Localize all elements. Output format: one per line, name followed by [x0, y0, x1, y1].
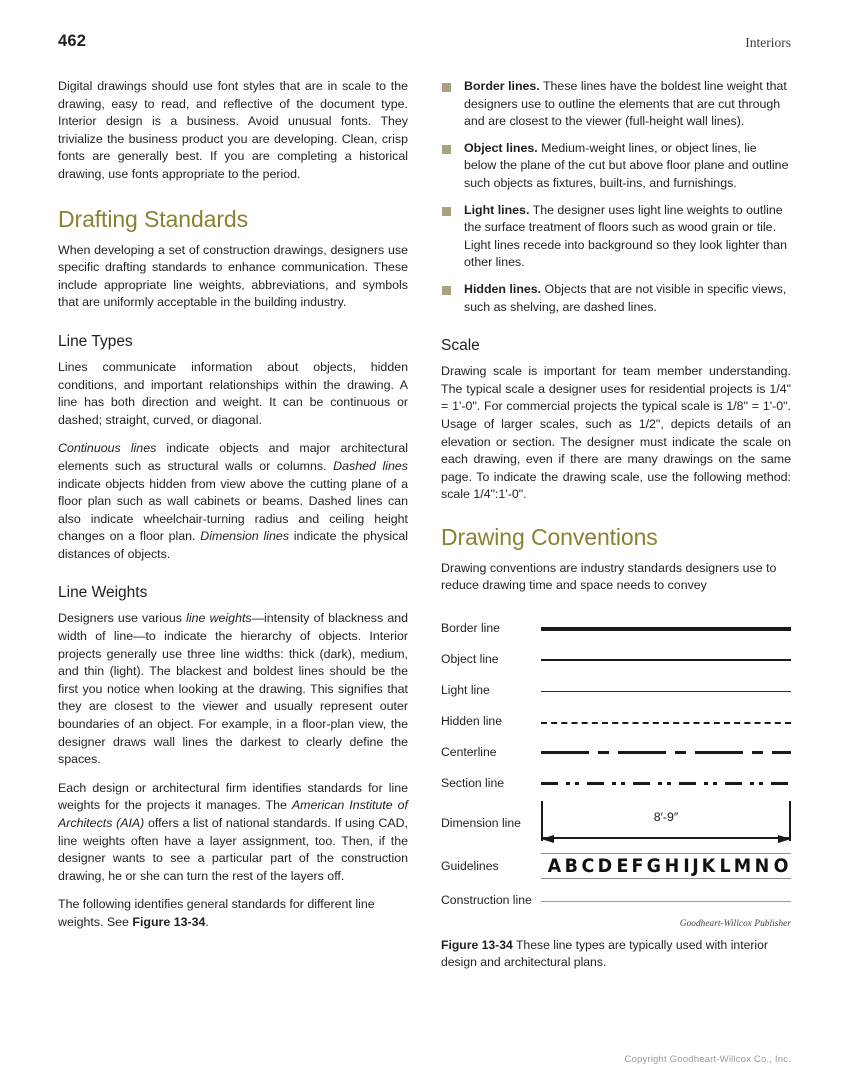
- letter: E: [616, 855, 628, 878]
- figure-row-label: Centerline: [441, 745, 497, 760]
- intro-paragraph: Digital drawings should use font styles that are in scale to the drawing, easy to read, and reflective of the document type. Interior design is a business. Avoid unusual fonts. They trivialize the business product you are developing. Clean, crisp fonts are generally best. If you are completing a historical drawing, use fonts appropriate to the period.: [58, 79, 408, 181]
- term-aia: American Institute of Architects (AIA): [58, 798, 408, 830]
- bullet-text: The designer uses light line weights to outline the surface treatment of floors such as wood grain or tile. Light lines recede into background so they look lighter than other lines.: [464, 202, 788, 270]
- figure-row-label: Object line: [441, 652, 499, 667]
- heading-drawing-conventions: Drawing Conventions: [441, 523, 658, 550]
- copyright-footer: Copyright Goodheart-Willcox Co., Inc.: [624, 1054, 791, 1065]
- letter: K: [702, 855, 716, 878]
- arrowhead-right-icon: [778, 835, 791, 843]
- square-bullet-icon: [442, 207, 451, 216]
- figure-caption-text: These line types are typically used with interior design and architectural plans.: [441, 938, 768, 969]
- figure-row-dimension-line: [441, 799, 791, 847]
- heading-scale: Scale: [441, 337, 480, 355]
- letter: A: [547, 855, 562, 878]
- running-head-title: Interiors: [745, 35, 791, 50]
- drawing-conventions-paragraph: Drawing conventions are industry standards designers use to reduce drawing time and space needs to convey: [441, 560, 777, 593]
- figure-row-section-line: [441, 768, 791, 799]
- bullet-term: Object lines.: [464, 140, 538, 155]
- figure-row-border-line: [441, 613, 791, 644]
- figure-13-34: [441, 613, 791, 970]
- line-sample-construction: [541, 885, 791, 916]
- heading-line-weights: Line Weights: [58, 584, 148, 602]
- letter: D: [597, 855, 613, 878]
- square-bullet-icon: [442, 83, 451, 92]
- running-head: [58, 32, 791, 56]
- square-bullet-icon: [442, 145, 451, 154]
- figure-cross-reference: Figure 13-34: [132, 914, 206, 929]
- figure-row-label: Hidden line: [441, 714, 502, 729]
- line-sample-border: [541, 613, 791, 644]
- bullet-term: Border lines.: [464, 79, 540, 93]
- line-weight-bullet-list: [441, 78, 791, 316]
- guideline-lower: [541, 878, 791, 879]
- figure-row-object-line: [441, 644, 791, 675]
- line-sample-dimension: [541, 799, 791, 847]
- figure-row-hidden-line: [441, 706, 791, 737]
- figure-row-label: Light line: [441, 683, 490, 698]
- bullet-term: Light lines.: [464, 202, 530, 217]
- figure-row-light-line: [441, 675, 791, 706]
- list-item: [441, 78, 791, 131]
- figure-credit: Goodheart-Willcox Publisher: [679, 918, 791, 929]
- list-item: [441, 202, 791, 272]
- figure-row-label: Dimension line: [441, 815, 521, 830]
- figure-caption: [441, 937, 791, 970]
- bullet-text: Objects that are not visible in specific views, such as shelving, are dashed lines.: [464, 281, 787, 314]
- figure-row-label: Guidelines: [441, 858, 499, 873]
- line-sample-centerline: [541, 737, 791, 768]
- two-column-body: [58, 78, 791, 970]
- letter: O: [773, 855, 789, 878]
- bullet-term: Hidden lines.: [464, 281, 542, 296]
- letter: M: [733, 855, 752, 878]
- figure-row-construction-line: [441, 885, 791, 916]
- letter: H: [664, 855, 680, 878]
- letter: N: [755, 855, 770, 878]
- line-sample-object: [541, 644, 791, 675]
- list-item: [441, 140, 791, 193]
- figure-caption-label: Figure 13-34: [441, 938, 513, 953]
- letter: I: [682, 855, 690, 878]
- right-column: [441, 78, 791, 970]
- heading-drafting-standards: Drafting Standards: [58, 205, 248, 232]
- figure-row-label: Border line: [441, 621, 500, 636]
- letter: F: [631, 855, 644, 878]
- bullet-text: These lines have the boldest line weight that designers use to outline the elements that are cut through and are closest to the viewer (full-height wall lines).: [464, 79, 787, 129]
- line-sample-hidden: [541, 706, 791, 737]
- letter: B: [564, 855, 579, 878]
- dimension-value: 8′-9″: [653, 810, 679, 825]
- heading-line-types: Line Types: [58, 332, 133, 350]
- term-continuous-lines: Continuous lines: [58, 441, 157, 456]
- dimension-rule: [541, 837, 791, 839]
- letter: J: [692, 855, 699, 878]
- line-weights-paragraph-3: The following identifies general standards for different line weights. See Figure 13-34.: [58, 897, 375, 929]
- line-weights-paragraph-1: Designers use various line weights—intensity of blackness and width of line—to indicate the hierarchy of objects. Interior projects generally use three line widths: thick (dark), medium, and thin (light). The blackest and boldest lines should be the first you notice when looking at the drawing. This signifies that they are closest to the viewer and usually represent outer boundaries of an object. For example, in a floor-plan view, the designer draws wall lines the darkest to clearly define the spaces.: [58, 611, 409, 767]
- figure-row-label: Section line: [441, 776, 505, 791]
- scale-paragraph: Drawing scale is important for team member understanding. The typical scale a designer uses for residential projects is 1/4" = 1'-0". For commercial projects the typical scale is 1/8" = 1'-0". Usage of larger scales, such as 1/2", depicts details of an elevation or section. The designer must indicate the scale on each drawing, even if there are many drawings on the same page. To indicate the drawing scale, use the following method: scale 1/4":1'-0".: [441, 364, 791, 502]
- term-dashed-lines: Dashed lines: [333, 458, 408, 473]
- term-dimension-lines: Dimension lines: [200, 529, 290, 544]
- letter: L: [719, 855, 731, 878]
- figure-row-guidelines: [441, 847, 791, 885]
- figure-row-centerline: [441, 737, 791, 768]
- line-sample-section: [541, 768, 791, 799]
- list-item: [441, 281, 791, 316]
- page-number: 462: [58, 32, 87, 50]
- left-column: [58, 78, 408, 970]
- line-sample-guidelines: [541, 847, 791, 885]
- hand-lettered-alphabet: [547, 854, 789, 878]
- letter: C: [581, 855, 595, 878]
- letter: G: [646, 855, 662, 878]
- figure-row-label: Construction line: [441, 893, 532, 908]
- term-line-weights: line weights: [186, 611, 252, 626]
- line-weights-paragraph-2: Each design or architectural firm identifies standards for line weights for the projects it manages. The American Institute of Architects (AIA) offers a list of national standards. If using CAD, line weights often have a layer assignment, too. Then, if the designer wants to see a particular part of the construction drawing, he or she can turn the rest of the layers off.: [58, 780, 408, 883]
- bullet-text: Medium-weight lines, or object lines, lie below the plane of the cut but above floor plane and outline such objects as fixtures, built-ins, and furnishings.: [464, 140, 789, 190]
- line-types-paragraph-2: Continuous lines indicate objects and major architectural elements such as structural walls or columns. Dashed lines indicate objects hidden from view above the cutting plane of a floor plan such as wall cabinets or beams. Dashed lines can also indicate wheelchair-turning radius and ceiling height changes on a floor plan. Dimension lines indicate the physical distances of objects.: [58, 441, 408, 561]
- drafting-standards-paragraph: When developing a set of construction drawings, designers use specific drafting standards to enhance communication. These include appropriate line weights, abbreviations, and symbols that are uniformly acceptable in the building industry.: [58, 242, 408, 310]
- square-bullet-icon: [442, 286, 451, 295]
- line-types-paragraph-1: Lines communicate information about objects, hidden conditions, and important relationships within the drawing. A line has both direction and weight. It can be continuous or dashed; straight, curved, or diagonal.: [58, 359, 408, 427]
- line-sample-light: [541, 675, 791, 706]
- arrowhead-left-icon: [541, 835, 554, 843]
